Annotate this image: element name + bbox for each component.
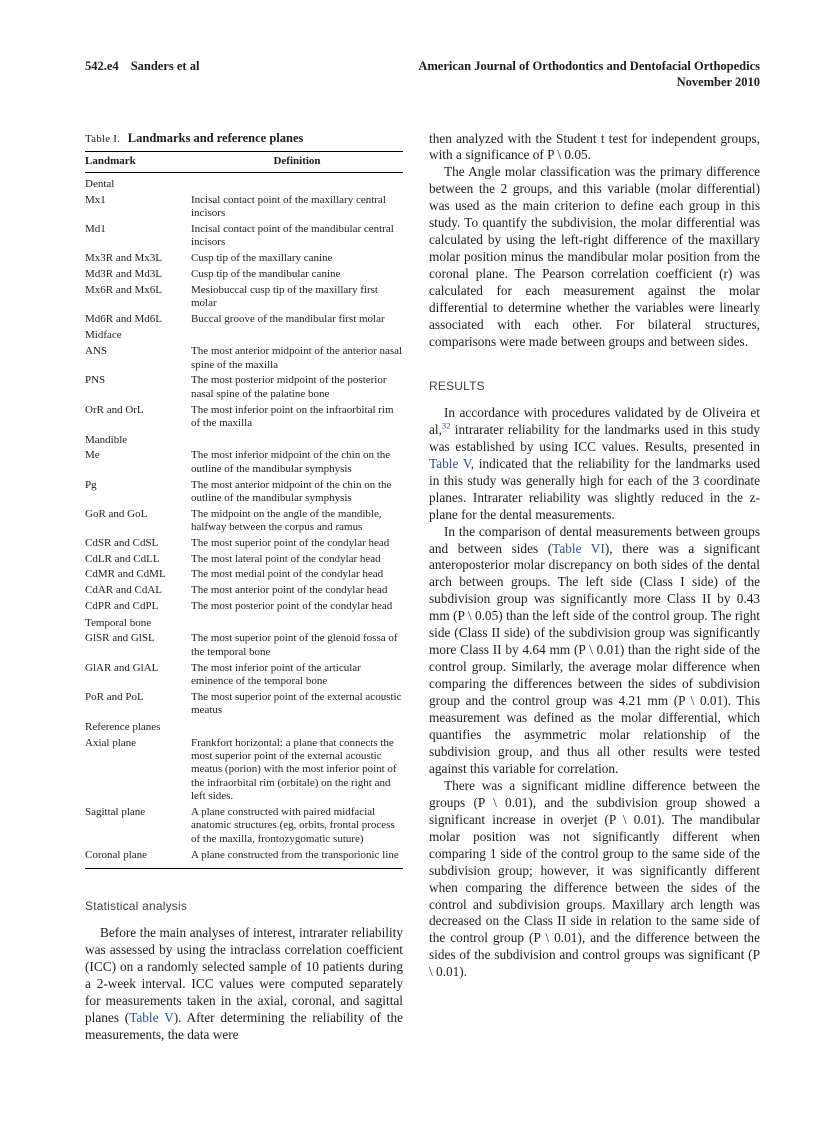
table-v-link[interactable]: Table V [129, 1009, 174, 1025]
landmark-cell: Sagittal plane [85, 805, 146, 818]
landmark-cell: GoR and GoL [85, 507, 148, 520]
table-1 [85, 131, 403, 869]
definition-cell: Cusp tip of the mandibular canine [191, 267, 341, 280]
table-row [85, 599, 403, 615]
landmark-cell: Me [85, 449, 100, 462]
definition-cell: The most inferior point on the infraorbital rim of the maxilla [191, 403, 394, 429]
definition-cell: The most anterior midpoint of the chin on the outline of the mandibular symphysis [191, 478, 392, 504]
paragraph-text: ). After determining the reliability of the measurements, the data were [85, 1009, 403, 1042]
table-row [85, 536, 403, 552]
content-columns [85, 131, 760, 1044]
section-label: Temporal bone [85, 616, 152, 629]
table-caption [85, 131, 403, 146]
definition-cell: Frankfort horizontal: a plane that connects the most superior point of the external acoustic meatus (porion) with the most inferior point of the infraorbital rim (orbitale) on the right and left sides. [191, 736, 397, 803]
table-row [85, 583, 403, 599]
section-label: Reference planes [85, 720, 161, 733]
table-row [85, 312, 403, 328]
table-row [85, 690, 403, 719]
journal-title: American Journal of Orthodontics and Dentofacial Orthopedics [418, 59, 760, 73]
table-row [85, 448, 403, 477]
definition-cell: The most lateral point of the condylar head [191, 552, 381, 565]
table-row [85, 567, 403, 583]
paragraph-text: , indicated that the reliability for the landmarks used in this study was generally high for each of the 3 coordinate planes. Intrarater reliability was slightly reduced in the z-plane for the dental measurements. [429, 455, 760, 522]
definition-cell: The most anterior point of the condylar head [191, 584, 388, 597]
landmark-cell: ANS [85, 345, 108, 358]
table-row [85, 402, 403, 431]
landmark-cell: CdSR and CdSL [85, 536, 159, 549]
running-head-right [418, 58, 760, 91]
table-row [85, 805, 403, 848]
statistical-analysis-heading: Statistical analysis [85, 898, 188, 913]
landmark-cell: OrR and OrL [85, 403, 144, 416]
table-row [85, 631, 403, 660]
landmark-cell: Md3R and Md3L [85, 267, 162, 280]
results-heading: RESULTS [429, 378, 485, 393]
table-row [85, 282, 403, 311]
paragraph-text: intrarater reliability for the landmarks used in this study was established by using ICC values. Results, presented in [429, 421, 760, 454]
definition-cell: Buccal groove of the mandibular first molar [191, 312, 385, 325]
table-v-link-2[interactable]: Table V [429, 455, 471, 471]
definition-cell: The most inferior midpoint of the chin on the outline of the mandibular symphysis [191, 449, 391, 475]
definition-cell: The most medial point of the condylar head [191, 568, 384, 581]
dental-comparison-paragraph [429, 524, 760, 778]
landmark-cell: Mx1 [85, 193, 106, 206]
definition-cell: A plane constructed from the transporionic line [191, 848, 399, 861]
definition-cell: Incisal contact point of the maxillary central incisors [191, 193, 386, 220]
reliability-paragraph [429, 405, 760, 524]
journal-issue: November 2010 [676, 75, 760, 90]
table-row [85, 847, 403, 868]
section-row-reference-planes [85, 719, 403, 736]
section-row-midface [85, 327, 403, 344]
table-row [85, 507, 403, 536]
section-row-temporal-bone [85, 615, 403, 632]
citation-ref-32[interactable]: 32 [441, 420, 451, 431]
landmark-cell: GlAR and GlAL [85, 661, 159, 674]
section-row-mandible [85, 432, 403, 449]
left-column [85, 131, 403, 1044]
paragraph-text: In the comparison of dental measurements between groups and between sides ( [429, 523, 760, 556]
table-row [85, 344, 403, 373]
table-row [85, 477, 403, 506]
table-row [85, 222, 403, 251]
landmark-cell: CdAR and CdAL [85, 584, 162, 597]
paragraph-text: In accordance with procedures validated by de Oliveira et al, [429, 404, 760, 437]
table-row [85, 193, 403, 222]
page-header [85, 58, 760, 91]
definition-cell: The most superior point of the external acoustic meatus [191, 690, 402, 717]
section-label: Dental [85, 177, 115, 190]
running-authors: Sanders et al [130, 59, 200, 73]
right-column [429, 131, 760, 1044]
landmark-cell: CdLR and CdLL [85, 552, 160, 565]
landmark-cell: Md6R and Md6L [85, 312, 162, 325]
section-label: Midface [85, 329, 122, 342]
definition-cell: A plane constructed with paired midfacial anatomic structures (eg, orbits, frontal process of the maxilla, frontozygomatic suture) [191, 805, 395, 845]
definition-cell: The most posterior midpoint of the posterior nasal spine of the palatine bone [191, 374, 387, 400]
table-row [85, 660, 403, 689]
definition-cell: The most posterior point of the condylar head [191, 600, 393, 613]
table-vi-link[interactable]: Table VI [552, 540, 605, 556]
definition-cell: Mesiobuccal cusp tip of the maxillary first molar [191, 283, 378, 310]
midline-difference-paragraph: There was a significant midline difference between the groups (P \ 0.01), and the subdivision group showed a significant increase in overjet (P \ 0.01). The mandibular molar position was not significantly different when comparing 1 side of the control group to the same side of the subdivision group; however, it was significantly different when comparing the difference between the sides of the control and subdivision groups. Maxillary arch length was decreased on the Class II side in relation to the same side of the control group (P \ 0.01), and the difference between the sides of the subdivision and control groups was significant (P \ 0.01). [429, 777, 760, 980]
landmark-cell: Axial plane [85, 736, 137, 749]
section-row-dental [85, 172, 403, 192]
landmark-cell: PNS [85, 374, 106, 387]
continuation-paragraph: then analyzed with the Student t test for independent groups, with a significance of P \ 0.05. [429, 130, 760, 163]
statistical-analysis-section [85, 899, 403, 1044]
landmark-cell: Pg [85, 478, 97, 491]
landmark-column-header: Landmark [85, 151, 191, 172]
definition-cell: The most superior point of the condylar head [191, 536, 390, 549]
landmark-cell: Mx3R and Mx3L [85, 252, 162, 265]
table-caption-label: Table I. [85, 132, 121, 145]
landmarks-table [85, 151, 403, 869]
definition-cell: The midpoint on the angle of the mandible, halfway between the corpus and ramus [191, 507, 382, 534]
table-header-row [85, 151, 403, 172]
section-label: Mandible [85, 433, 128, 446]
landmark-cell: CdMR and CdML [85, 568, 166, 581]
definition-column-header: Definition [191, 151, 403, 172]
angle-classification-paragraph: The Angle molar classification was the primary difference between the 2 groups, and this variable (molar differential) was used as the main criterion to define each group in this study. To quantify the subdivision, the molar differential was calculated by using the left-right difference of the maxillary molar position minus the mandibular molar position from the coronal plane. The Pearson correlation coefficient (r) was calculated for each measurement against the molar differential to determine whether the variables were linearly associated with each other. For bilateral structures, comparisons were made between groups and between sides. [429, 164, 760, 349]
statistical-analysis-paragraph [85, 925, 403, 1044]
table-row [85, 373, 403, 402]
landmark-cell: Mx6R and Mx6L [85, 283, 162, 296]
landmark-cell: Coronal plane [85, 848, 148, 861]
landmark-cell: GlSR and GlSL [85, 632, 155, 645]
table-row [85, 552, 403, 568]
definition-cell: Cusp tip of the maxillary canine [191, 252, 333, 265]
definition-cell: The most superior point of the glenoid fossa of the temporal bone [191, 632, 398, 658]
definition-cell: The most anterior midpoint of the anterior nasal spine of the maxilla [191, 345, 403, 371]
table-row [85, 735, 403, 804]
definition-cell: Incisal contact point of the mandibular central incisors [191, 222, 394, 249]
page-number: 542.e4 [85, 59, 119, 73]
running-head-left [85, 58, 199, 74]
table-caption-title: Landmarks and reference planes [127, 130, 304, 145]
landmark-cell: PoR and PoL [85, 690, 144, 703]
definition-cell: The most inferior point of the articular eminence of the temporal bone [191, 661, 361, 687]
paragraph-text: ), there was a significant anteroposterior molar discrepancy on both sides of the dental arch between groups. The left side (Class I side) of the subdivision group was significantly more Class II by 0.43 mm (P \ 0.05) than the left side of the control group. The right side (Class II side) of the subdivision group was significantly more Class II by 4.64 mm (P \ 0.01) than the right side of the control group. Similarly, the average molar difference when comparing the differences between the sides of subdivision group and the control group was 4.21 mm (P \ 0.01). This measurement was defined as the molar differential, which quantifies the asymmetric molar relationship of the subdivision group, and thus all other results were tested against this variable for correlation. [429, 540, 760, 776]
landmark-cell: Md1 [85, 222, 106, 235]
table-row [85, 267, 403, 283]
paragraph-text: Before the main analyses of interest, intrarater reliability was assessed by using the intraclass correlation coefficient (ICC) on a randomly selected sample of 10 patients during a 2-week interval. ICC values were computed separately for measurements taken in the axial, coronal, and sagittal planes ( [85, 924, 403, 1025]
table-row [85, 251, 403, 267]
landmark-cell: CdPR and CdPL [85, 600, 159, 613]
